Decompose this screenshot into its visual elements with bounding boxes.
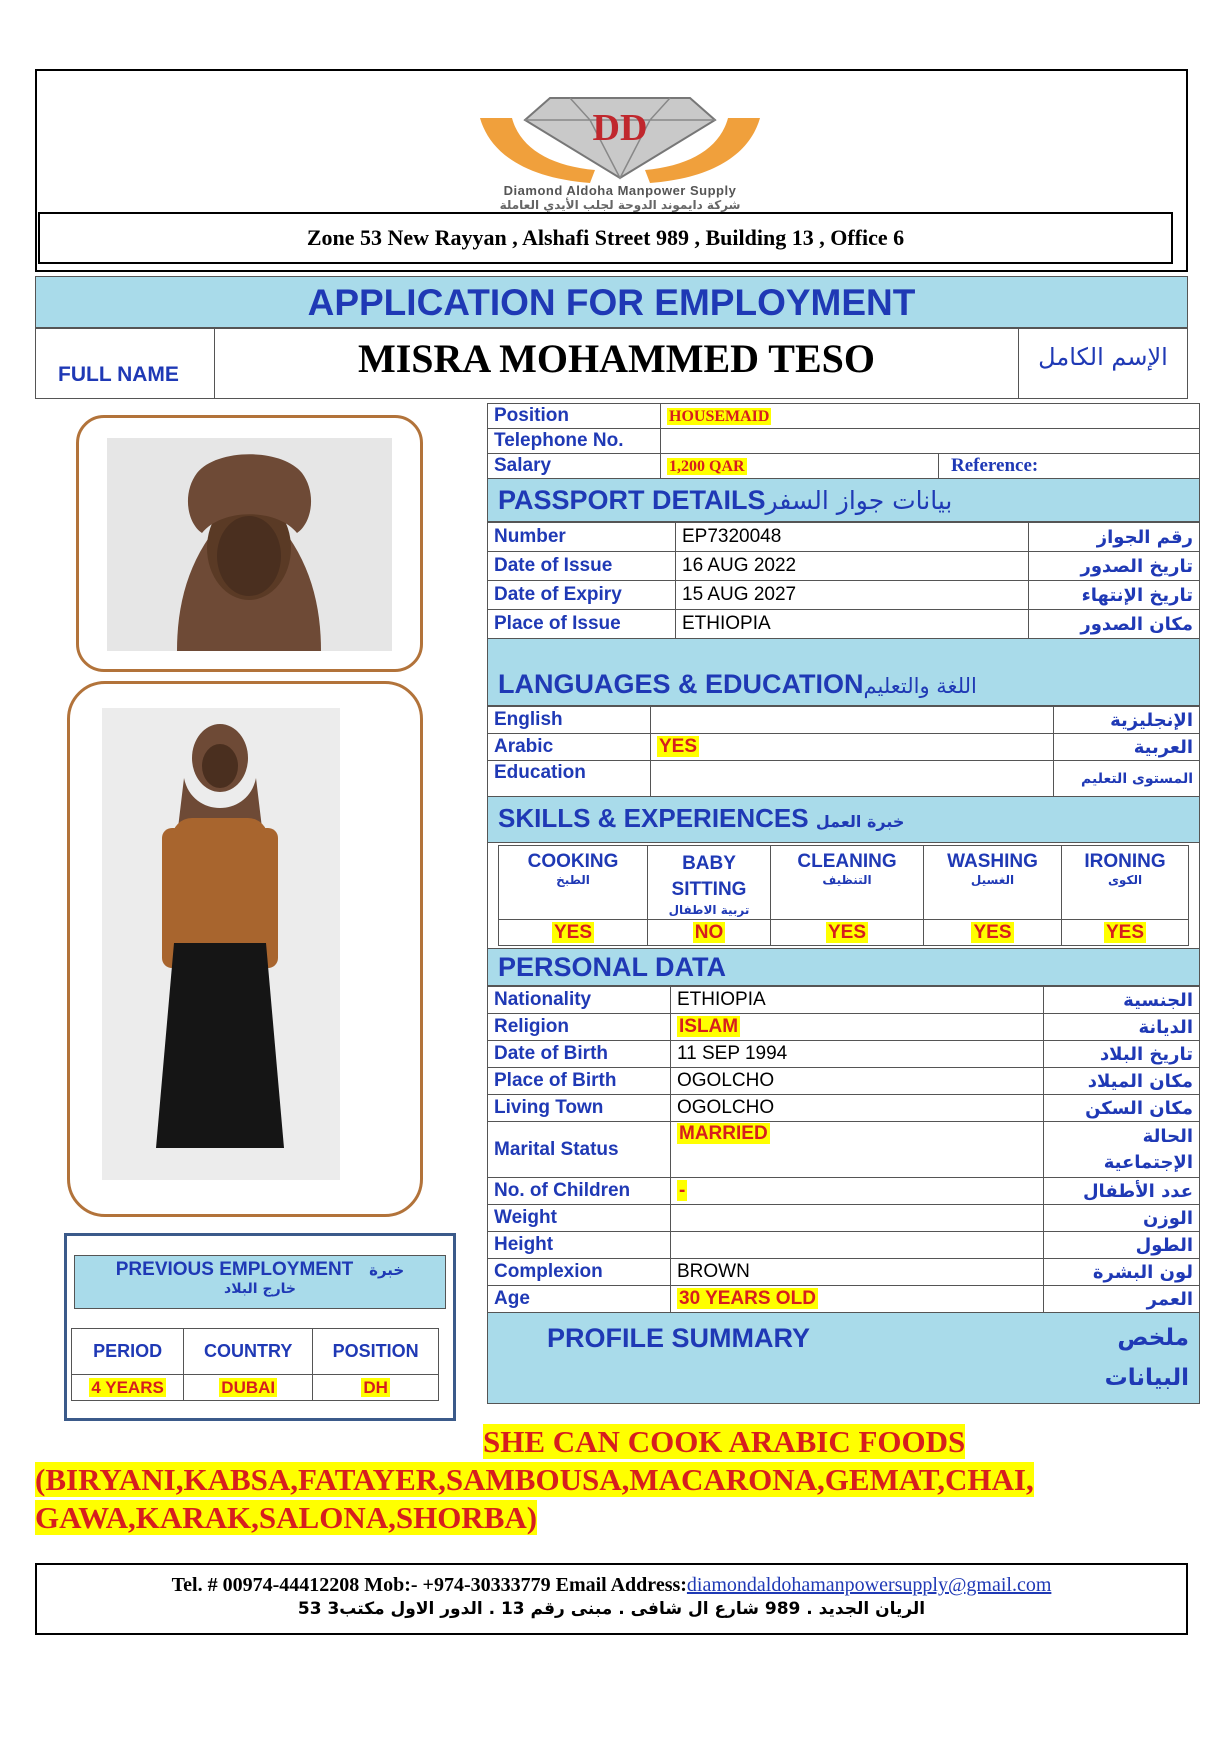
portrait-photo [107, 438, 392, 651]
language-row-label: English [488, 707, 651, 734]
personal-row-ar: لون البشرة [1044, 1259, 1200, 1286]
personal-row-ar: الطول [1044, 1232, 1200, 1259]
passport-table [487, 522, 1200, 639]
full-name-value-cell [214, 328, 1019, 399]
company-logo [440, 78, 800, 188]
personal-row-value-cell [671, 1178, 1044, 1205]
language-row-label: Arabic [488, 734, 651, 761]
personal-row-ar: مكان الميلاد [1044, 1068, 1200, 1095]
personal-row-value-cell [671, 1286, 1044, 1313]
passport-row-label: Place of Issue [488, 610, 676, 639]
skills-title-en: SKILLS & EXPERIENCES [498, 803, 809, 833]
position-value-cell [661, 404, 1200, 429]
telephone-value [661, 429, 1200, 454]
language-row-ar: العربية [1054, 734, 1200, 761]
prev-value-cell [184, 1375, 313, 1401]
prev-value-country: DUBAI [221, 1377, 276, 1397]
personal-row-label: Place of Birth [488, 1068, 671, 1095]
footer-email-link[interactable]: diamondaldohamanpowersupply@gmail.com [686, 1574, 1052, 1596]
personal-row-label: Complexion [488, 1259, 671, 1286]
full-name-ar-cell [1018, 328, 1188, 399]
personal-row-ar: مكان السكن [1044, 1095, 1200, 1122]
language-row-value-cell [651, 734, 1054, 761]
personal-row-value: OGOLCHO [671, 1068, 1044, 1095]
passport-row-value: 16 AUG 2022 [676, 552, 1029, 581]
prev-header-country: COUNTRY [184, 1329, 313, 1375]
page-title: APPLICATION FOR EMPLOYMENT [307, 282, 916, 323]
full-name-value: MISRA MOHAMMED TESO [357, 336, 876, 381]
personal-row-value [671, 1205, 1044, 1232]
passport-title-ar: بيانات جواز السفر [765, 486, 953, 515]
skill-value-cell [648, 920, 771, 946]
position-value: HOUSEMAID [669, 408, 770, 425]
footer-address-ar: 53 الريان الجديد . 989 شارع ال شافى . مبنى رقم 13 . الدور الاول مكتب3 [297, 1599, 926, 1619]
address-text: Zone 53 New Rayyan , Alshafi Street 989 , Building 13 , Office 6 [306, 225, 905, 250]
logo-letters: DD [592, 107, 648, 149]
passport-section-header [487, 479, 1200, 522]
passport-row-value: EP7320048 [676, 523, 1029, 552]
personal-row-value: ISLAM [679, 1016, 739, 1037]
summary-line-2: (BIRYANI,KABSA,FATAYER,SAMBOUSA,MACARONA,GEMAT,CHAI, [35, 1462, 1034, 1497]
summary-line-1: SHE CAN COOK ARABIC FOODS [483, 1424, 966, 1459]
personal-row-value: MARRIED [679, 1123, 768, 1144]
passport-title-en: PASSPORT DETAILS [498, 485, 766, 515]
salary-value-cell [661, 454, 939, 479]
full-name-label: FULL NAME [58, 363, 179, 386]
personal-row-ar: الوزن [1044, 1205, 1200, 1232]
skill-value: YES [1105, 921, 1145, 943]
footer-contact: Tel. # 00974-44412208 Mob:- +974-30333779 Email Address: [171, 1574, 687, 1596]
language-row-ar: الإنجليزية [1054, 707, 1200, 734]
personal-row-value-cell [671, 1122, 1044, 1178]
skills-table [498, 845, 1189, 946]
footer-box [35, 1563, 1188, 1635]
skills-section-header [487, 797, 1200, 843]
skill-value: YES [973, 921, 1012, 943]
languages-title-ar: اللغة والتعليم [863, 674, 977, 698]
personal-row-label: Weight [488, 1205, 671, 1232]
passport-row-ar: مكان الصدور [1029, 610, 1200, 639]
full-name-label-cell [35, 328, 215, 399]
personal-row-value: BROWN [671, 1259, 1044, 1286]
passport-row-value: ETHIOPIA [676, 610, 1029, 639]
personal-row-label: No. of Children [488, 1178, 671, 1205]
personal-row-value: 30 YEARS OLD [679, 1288, 816, 1309]
profile-summary-header [487, 1313, 1200, 1404]
language-row-value: YES [659, 736, 698, 757]
passport-row-value: 15 AUG 2027 [676, 581, 1029, 610]
languages-table [487, 706, 1200, 797]
passport-row-label: Date of Issue [488, 552, 676, 581]
skill-baby-sitting: BABY SITTING تربية الاطفال [648, 846, 771, 920]
personal-row-label: Marital Status [488, 1122, 671, 1178]
prev-value-cell [313, 1375, 439, 1401]
personal-row-label: Age [488, 1286, 671, 1313]
skill-value-cell [1062, 920, 1189, 946]
personal-row-label: Living Town [488, 1095, 671, 1122]
previous-employment-title-en: PREVIOUS EMPLOYMENT [115, 1259, 354, 1280]
personal-row-ar: عدد الأطفال [1044, 1178, 1200, 1205]
profile-title-en: PROFILE SUMMARY [547, 1323, 810, 1353]
full-body-photo [102, 708, 340, 1180]
previous-employment-title-ar2: خارج البلاد [224, 1281, 296, 1297]
personal-row-value: OGOLCHO [671, 1095, 1044, 1122]
passport-row-ar: تاريخ الصدور [1029, 552, 1200, 581]
personal-row-value: ETHIOPIA [671, 987, 1044, 1014]
salary-label: Salary [488, 454, 661, 479]
skill-value: NO [694, 921, 724, 943]
previous-employment-title [74, 1255, 446, 1309]
passport-row-label: Date of Expiry [488, 581, 676, 610]
skill-ironing: IRONING الكوى [1062, 846, 1189, 920]
skill-value: YES [553, 921, 593, 943]
company-name-ar: شركة دايموند الدوحة لجلب الأيدي العاملة [499, 198, 741, 212]
personal-row-label: Religion [488, 1014, 671, 1041]
language-row-value [651, 761, 1054, 797]
telephone-label: Telephone No. [488, 429, 661, 454]
company-name-en: Diamond Aldoha Manpower Supply [503, 183, 737, 198]
skills-title-ar: خبرة العمل [815, 812, 905, 831]
summary-line-3: GAWA,KARAK,SALONA,SHORBA) [35, 1500, 538, 1535]
prev-value-period: 4 YEARS [91, 1377, 164, 1397]
skill-value-cell [499, 920, 648, 946]
language-row-ar: المستوى التعليم [1054, 761, 1200, 797]
prev-value-position: DH [363, 1377, 388, 1397]
personal-row-ar: العمر [1044, 1286, 1200, 1313]
personal-title-en: PERSONAL DATA [498, 952, 727, 982]
personal-row-label: Height [488, 1232, 671, 1259]
languages-section-header [487, 639, 1200, 706]
reference-label: Reference: [939, 454, 1200, 479]
personal-row-value: 11 SEP 1994 [671, 1041, 1044, 1068]
prev-value-cell [72, 1375, 184, 1401]
language-row-value [651, 707, 1054, 734]
skill-value: YES [827, 921, 867, 943]
passport-row-ar: رقم الجواز [1029, 523, 1200, 552]
title-bar [35, 276, 1188, 328]
personal-row-ar: الديانة [1044, 1014, 1200, 1041]
personal-row-value [671, 1232, 1044, 1259]
skill-value-cell [924, 920, 1062, 946]
skill-cooking: COOKING الطبخ [499, 846, 648, 920]
personal-table [487, 986, 1200, 1313]
prev-header-position: POSITION [313, 1329, 439, 1375]
previous-employment-table [71, 1328, 439, 1401]
salary-value: 1,200 QAR [669, 458, 745, 475]
full-name-ar-label: الإسم الكامل [1038, 343, 1168, 371]
passport-row-label: Number [488, 523, 676, 552]
skill-value-cell [771, 920, 924, 946]
profile-title-ar-1: ملخص [1117, 1325, 1189, 1351]
personal-row-label: Date of Birth [488, 1041, 671, 1068]
cooking-summary [35, 1423, 1205, 1537]
languages-title-en: LANGUAGES & EDUCATION [498, 669, 864, 699]
personal-row-label: Nationality [488, 987, 671, 1014]
prev-header-period: PERIOD [72, 1329, 184, 1375]
address-bar [38, 212, 1173, 264]
skill-washing: WASHING الغسيل [924, 846, 1062, 920]
position-label: Position [488, 404, 661, 429]
language-row-label: Education [488, 761, 651, 797]
job-table [487, 403, 1200, 479]
personal-row-ar: الجنسية [1044, 987, 1200, 1014]
skills-wrap [487, 843, 1200, 949]
personal-row-ar: الحالة الإجتماعية [1044, 1122, 1200, 1178]
personal-row-value-cell [671, 1014, 1044, 1041]
profile-title-ar-2: البيانات [1104, 1365, 1189, 1391]
passport-row-ar: تاريخ الإنتهاء [1029, 581, 1200, 610]
personal-row-ar: تاريخ البلاد [1044, 1041, 1200, 1068]
skill-cleaning: CLEANING التنظيف [771, 846, 924, 920]
personal-section-header [487, 949, 1200, 986]
personal-row-value: - [679, 1180, 686, 1201]
previous-employment-title-ar1: خبرة [369, 1261, 405, 1279]
details-panel [487, 403, 1200, 1404]
